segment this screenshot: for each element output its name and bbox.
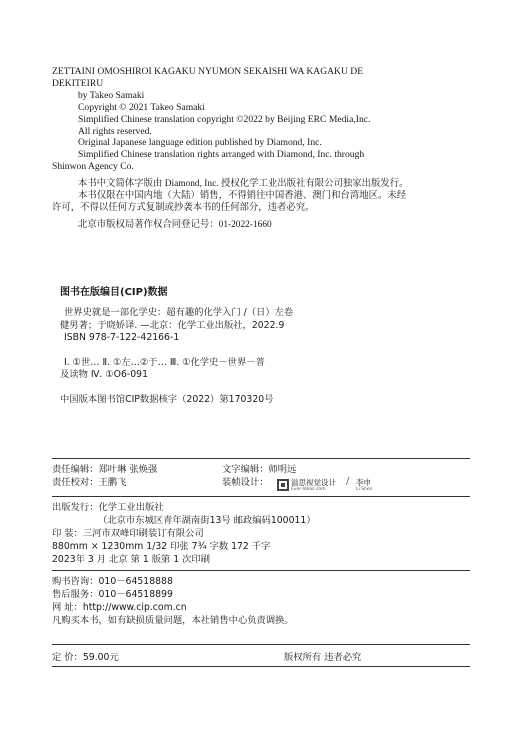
divider: [52, 666, 470, 667]
design-studio-name: 溢思视觉设计: [291, 478, 336, 487]
editor-names: 郑叶琳 张焕强: [98, 464, 158, 475]
price: [52, 651, 119, 664]
copyright-cn-line: 许可，不得以任何方式复制或抄袭本书的任何部分，违者必究。: [52, 203, 315, 214]
design-studio-logo-icon: [277, 479, 289, 491]
copyright-en-line: by Takeo Samaki: [78, 89, 145, 101]
print-name: 三河市双峰印刷装订有限公司: [82, 528, 204, 539]
price-value: 59.00元: [82, 652, 119, 663]
slash-divider: /: [346, 476, 350, 487]
divider: [52, 644, 470, 645]
copyright-en-line: DEKITEIRU: [52, 77, 104, 89]
price-label: 定 价：: [52, 652, 83, 663]
publisher-info: [52, 501, 316, 566]
cip-number: 中国版本图书馆CIP数据核字（2022）第170320号: [60, 393, 274, 405]
divider: [52, 458, 470, 459]
publish-label: 出版发行：: [52, 502, 99, 513]
publish-name: 化学工业出版社: [98, 502, 164, 513]
contact-info: [52, 575, 294, 627]
copyright-en-line: All rights reserved.: [78, 125, 152, 137]
copyright-english: [52, 66, 472, 173]
copyright-chinese: [52, 178, 472, 231]
copyright-en-line: Simplified Chinese translation rights arranged with Diamond, Inc. through: [78, 149, 365, 161]
buy-label: 购书咨询：: [52, 576, 99, 587]
design-studio-sub: Ever-Ideas.com: [291, 487, 326, 492]
cip-line: 及读物 Ⅳ. ①O6-091: [60, 369, 149, 381]
text-editor-name: 师明远: [268, 464, 297, 475]
copyright-en-line: ZETTAINI OMOSHIROI KAGAKU NYUMON SEKAISHI WA KAGAKU DE: [52, 66, 364, 77]
design-designer-sub: Li Shen: [356, 487, 373, 492]
proof-label: 责任校对：: [52, 477, 99, 488]
text-editor-label: 文字编辑：: [222, 464, 269, 475]
copyright-cn-line: 本书中文简体字版由 Diamond, Inc. 授权化学工业出版社有限公司独家出版发行。: [78, 179, 409, 189]
cip-record: [60, 307, 293, 407]
cip-title: 图书在版编目(CIP)数据: [60, 287, 168, 298]
design-studio: [291, 478, 336, 492]
contract-number: 北京市版权局著作权合同登记号：01-2022-1660: [78, 219, 272, 230]
copyright-en-line: Simplified Chinese translation copyright ©2022 by Beijing ERC Media,Inc.: [78, 113, 371, 125]
web-url: http://www.cip.com.cn: [82, 602, 187, 613]
cip-isbn: ISBN 978-7-122-42166-1: [64, 332, 180, 344]
exchange-note: 凡购买本书，如有缺损质量问题，本社销售中心负责调换。: [52, 615, 294, 626]
cip-line: Ⅰ. ①世… Ⅱ. ①左…②于… Ⅲ. ①化学史－世界－普: [64, 356, 265, 368]
copyright-cn-line: 本书仅限在中国内地（大陆）销售，不得销往中国香港、澳门和台湾地区。未经: [78, 191, 407, 202]
editor-label: 责任编辑：: [52, 464, 99, 475]
copyright-en-line: Shinwon Agency Co.: [52, 161, 134, 173]
rights-reserved: 版权所有 违者必究: [284, 652, 362, 663]
publisher-address: （北京市东城区青年湖南街13号 邮政编码100011）: [98, 515, 316, 526]
design-designer: [356, 478, 373, 492]
cip-line: 健男著；于晓娇译. —北京：化学工业出版社，2022.9: [60, 319, 285, 331]
copyright-en-line: Original Japanese language edition published by Diamond, Inc.: [78, 137, 322, 149]
proof-name: 王鹏飞: [98, 477, 127, 488]
print-label: 印 装：: [52, 528, 83, 539]
service-label: 售后服务：: [52, 589, 99, 600]
edition-info: 2023年 3 月 北京 第 1 版第 1 次印刷: [52, 554, 211, 565]
design-designer-name: 李申: [356, 478, 371, 487]
web-label: 网 址：: [52, 602, 83, 613]
cip-line: 世界史就是一部化学史：超有趣的化学入门 /（日）左卷: [64, 307, 294, 318]
design-label: 装帧设计：: [222, 477, 269, 488]
service-phone: 010－64518899: [98, 589, 173, 600]
buy-phone: 010－64518888: [98, 576, 173, 587]
divider: [52, 496, 470, 497]
copyright-en-line: Copyright © 2021 Takeo Samaki: [78, 101, 205, 113]
book-spec: 880mm × 1230mm 1/32 印张 7¾ 字数 172 千字: [52, 541, 271, 552]
credits-left: [52, 463, 157, 489]
divider: [52, 570, 470, 571]
